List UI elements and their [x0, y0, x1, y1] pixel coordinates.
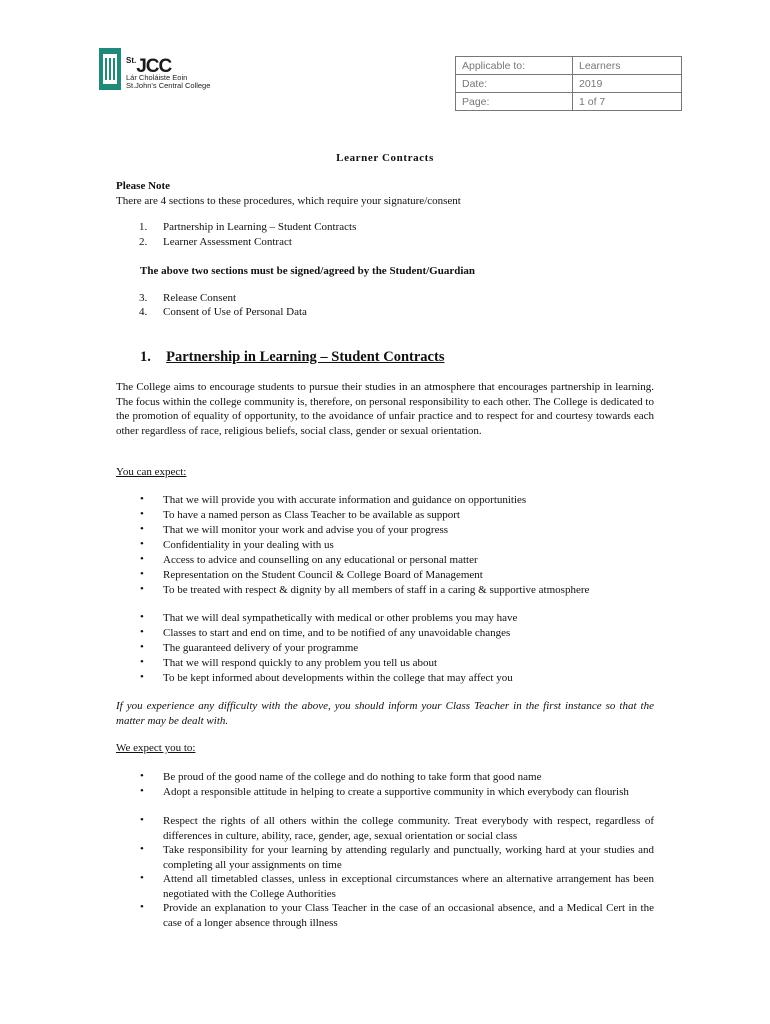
- list-item: Learner Assessment Contract: [163, 236, 292, 248]
- difficulty-note: If you experience any difficulty with the above, you should inform your Class Teacher in the first instance so that the matter may be dealt with.: [116, 700, 654, 727]
- note-text: There are 4 sections to these procedures, which require your signature/consent: [116, 195, 461, 207]
- signature-requirement-note: The above two sections must be signed/agreed by the Student/Guardian: [140, 265, 476, 277]
- bullet-icon: •: [140, 656, 144, 668]
- list-item: That we will monitor your work and advise you of your progress: [163, 524, 449, 536]
- section-title: Partnership in Learning – Student Contracts: [166, 349, 445, 365]
- meta-value: Learners: [573, 57, 682, 75]
- logo-wordmark: $^{St.}$JCC: [126, 56, 172, 77]
- bullet-icon: •: [140, 508, 144, 520]
- bullet-icon: •: [140, 583, 144, 595]
- bullet-icon: •: [140, 671, 144, 683]
- bullet-icon: •: [140, 641, 144, 653]
- list-number: 3.: [139, 292, 148, 304]
- list-item: Classes to start and end on time, and to be notified of any unavoidable changes: [163, 627, 511, 639]
- bullet-icon: •: [140, 553, 144, 565]
- list-item: Consent of Use of Personal Data: [163, 306, 307, 318]
- bullet-icon: •: [140, 611, 144, 623]
- bullet-icon: •: [140, 843, 144, 855]
- list-item: Release Consent: [163, 292, 237, 304]
- page-title: Learner Contracts: [336, 152, 434, 164]
- list-number: 2.: [139, 236, 148, 248]
- meta-key: Applicable to:: [456, 57, 573, 75]
- list-item: Provide an explanation to your Class Teacher in the case of an occasional absence, and a Medical Cert in the case of a longer absence through illness: [163, 902, 654, 929]
- list-item: Representation on the Student Council & College Board of Management: [163, 569, 483, 581]
- table-row: [456, 75, 682, 93]
- section-number: 1.: [140, 349, 151, 365]
- college-logo: [99, 48, 229, 96]
- bullet-icon: •: [140, 626, 144, 638]
- bullet-icon: •: [140, 901, 144, 913]
- section-heading: [140, 349, 444, 366]
- logo-name-english: St.John's Central College: [126, 81, 211, 90]
- bullet-icon: •: [140, 568, 144, 580]
- list-item: Attend all timetabled classes, unless in exceptional circumstances where an alternative arrangement has been negotiated with the College Authorities: [163, 873, 654, 900]
- list-number: 1.: [139, 221, 148, 233]
- bullet-icon: •: [140, 785, 144, 797]
- list-item: Respect the rights of all others within the college community. Treat everybody with respect, regardless of differences in culture, ability, race, gender, age, sexual orientation or social class: [163, 815, 654, 842]
- list-item: The guaranteed delivery of your programme: [163, 642, 359, 654]
- list-item: Confidentiality in your dealing with us: [163, 539, 334, 551]
- meta-key: Date:: [456, 75, 573, 93]
- logo-name-irish: Lár Choláiste Eoin: [126, 73, 188, 82]
- we-expect-heading: We expect you to:: [116, 742, 196, 754]
- list-item: Partnership in Learning – Student Contracts: [163, 221, 357, 233]
- bullet-icon: •: [140, 493, 144, 505]
- bullet-icon: •: [140, 538, 144, 550]
- list-item: Access to advice and counselling on any educational or personal matter: [163, 554, 478, 566]
- list-item: That we will provide you with accurate information and guidance on opportunities: [163, 494, 527, 506]
- document-meta-table: [455, 56, 682, 111]
- list-item: To have a named person as Class Teacher to be available as support: [163, 509, 460, 521]
- section-intro: The College aims to encourage students to pursue their studies in an atmosphere that encourages partnership in learning. The focus within the college community is, therefore, on personal responsibility to each other. The College is dedicated to the promotion of equality of opportunity, to the avoidance of unfair practice and to respect for and courtesy towards each other regardless of race, religious beliefs, social class, gender or sexual orientation.: [116, 381, 654, 437]
- note-heading: Please Note: [116, 180, 171, 192]
- list-item: That we will deal sympathetically with medical or other problems you may have: [163, 612, 518, 624]
- list-item: To be kept informed about developments within the college that may affect you: [163, 672, 513, 684]
- expect-heading: You can expect:: [116, 466, 187, 478]
- meta-key: Page:: [456, 93, 573, 111]
- meta-value: 2019: [573, 75, 682, 93]
- college-crest-icon: [99, 48, 121, 90]
- list-item: Be proud of the good name of the college and do nothing to take form that good name: [163, 771, 542, 783]
- list-item: That we will respond quickly to any problem you tell us about: [163, 657, 438, 669]
- table-row: [456, 57, 682, 75]
- list-item: To be treated with respect & dignity by all members of staff in a caring & supportive atmosphere: [163, 584, 590, 596]
- list-item: Adopt a responsible attitude in helping to create a supportive community in which everybody can flourish: [163, 786, 629, 798]
- bullet-icon: •: [140, 770, 144, 782]
- table-row: [456, 93, 682, 111]
- bullet-icon: •: [140, 872, 144, 884]
- meta-value: 1 of 7: [573, 93, 682, 111]
- list-item: Take responsibility for your learning by attending regularly and punctually, working hard at your studies and completing all your assignments on time: [163, 844, 654, 871]
- bullet-icon: •: [140, 523, 144, 535]
- list-number: 4.: [139, 306, 148, 318]
- bullet-icon: •: [140, 814, 144, 826]
